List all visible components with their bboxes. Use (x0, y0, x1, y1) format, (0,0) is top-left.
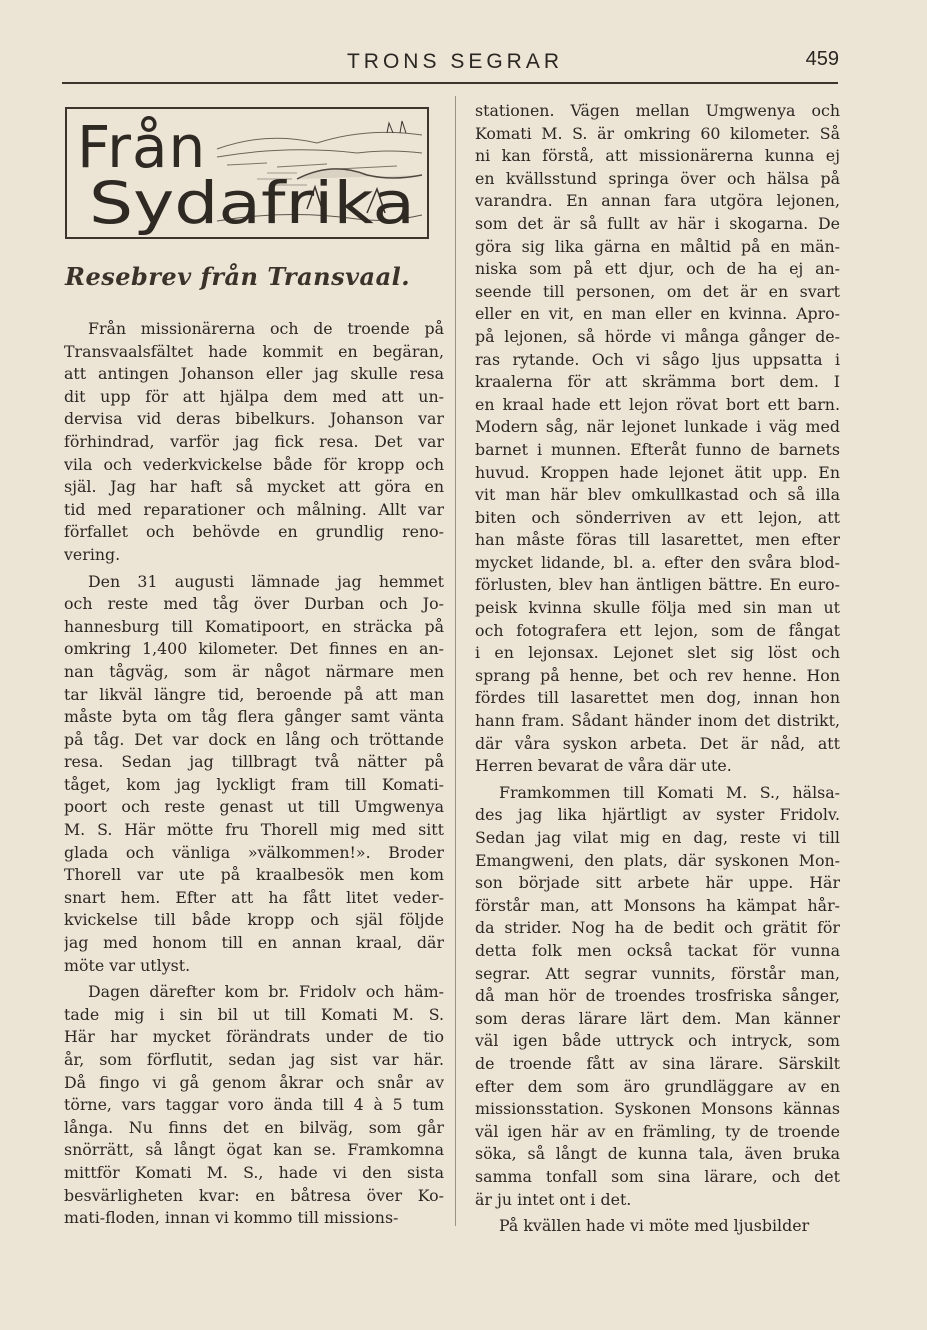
text-line: en kraal hade ett lejon rövat bort ett barn. (475, 394, 840, 414)
text-line: Här har mycket förändrats under de tio (64, 1027, 444, 1047)
text-line: peisk kvinna skulle följa med sin man ut (475, 598, 840, 618)
page-number: 459 (805, 48, 839, 70)
paragraph (64, 981, 444, 1230)
landscape-illustration (67, 109, 427, 237)
text-line: som det är så fullt av här i skogarna. De (475, 213, 840, 233)
text-line: dervisa vid deras bibelkurs. Johanson var (64, 409, 444, 429)
article-title: Resebrev från Transvaal. (65, 262, 411, 291)
text-line: seende till personen, om det är en svart (475, 281, 840, 301)
text-line: Emangweni, den plats, där syskonen Mon- (475, 850, 840, 870)
text-line: des jag lika hjärtligt av syster Fridolv. (475, 805, 840, 825)
text-line: efter dem som äro grundläggare av en (475, 1076, 840, 1096)
text-line: stationen. Vägen mellan Umgwenya och (475, 101, 840, 120)
journal-title: TRONS SEGRAR (346, 50, 564, 73)
text-line: detta folk men också tackat för vunna (475, 940, 840, 960)
text-line: ni kan förstå, att missionärerna kunna ej (475, 146, 840, 166)
logo-word-2: Sydafrika (89, 169, 415, 237)
text-line: På kvällen hade vi möte med ljusbilder (499, 1216, 810, 1236)
text-line: kraalerna för att skrämma bort dem. I (475, 372, 840, 392)
text-line: Framkommen till Komati M. S., hälsa- (499, 782, 840, 802)
text-line: förstår man, att Monsons ha kämpat hår- (475, 895, 840, 915)
text-line: år, som förflutit, sedan jag sist var här. (64, 1050, 444, 1069)
text-line: väl igen både uttryck och intryck, som (475, 1031, 840, 1051)
text-line: i en lejonsax. Lejonet slet sig löst och (475, 643, 840, 663)
text-line: snart hem. Efter att ha fått litet veder- (64, 887, 444, 907)
text-line: Thorell var ute på kraalbesök men kom (64, 865, 444, 885)
text-line: vit man här blev omkullkastad och så illa (475, 485, 840, 505)
text-line: Transvaalsfältet hade kommit en begäran, (64, 341, 444, 361)
text-line: förlusten, blev han äntligen bättre. En euro- (475, 575, 840, 595)
text-line: tar likväl längre tid, beroende på att man (64, 684, 444, 704)
text-line: och fotografera ett lejon, som de fångat (475, 620, 840, 640)
text-line: Från missionärerna och de troende på (88, 319, 444, 338)
text-line: hannesburg till Komatipoort, en sträcka på (64, 616, 444, 636)
text-line: jag med honom till en annan kraal, där (64, 933, 444, 953)
text-line: en kvällsstund springa över och hälsa på (475, 168, 840, 188)
text-line: mittför Komati M. S., hade vi den sista (64, 1162, 444, 1182)
text-line: tade mig i sin bil ut till Komati M. S. (64, 1004, 444, 1024)
text-line: eller en vit, en man eller en kvinna. Apro- (475, 304, 840, 324)
text-line: Den 31 augusti lämnade jag hemmet (88, 571, 444, 591)
text-line: hann fram. Sådant händer inom det distrikt, (475, 711, 840, 731)
text-line: snörrätt, så långt ögat kan se. Framkomna (64, 1140, 444, 1160)
text-line: att antingen Johanson eller jag skulle resa (64, 364, 444, 384)
text-line: da strider. Nog ha de bedit och grätit för (475, 918, 840, 938)
text-line: vering. (64, 544, 121, 564)
text-line: på lejonen, så hörde vi många gånger de- (475, 326, 840, 346)
left-column (64, 318, 444, 1230)
text-line: göra sig lika gärna en måltid på en män- (475, 236, 840, 256)
text-line: törne, vars taggar voro ända till 4 à 5 tum (64, 1095, 444, 1115)
text-line: på tåg. Det var dock en lång och tröttande (64, 729, 444, 749)
text-line: mycket lidande, bl. a. efter den svåra blod- (475, 552, 840, 572)
text-line: långa. Nu finns det en bilväg, som går (64, 1117, 444, 1137)
text-line: måste byta om tåg flera gånger samt vänta (64, 707, 444, 727)
logo-word-1: Från (77, 113, 207, 181)
text-line: väl igen här av en främling, ty de troende (475, 1121, 840, 1141)
text-line: Modern såg, när lejonet lunkade i väg med (475, 417, 840, 437)
text-line: förfallet och behövde en grundlig reno- (64, 522, 444, 542)
text-line: nan tågväg, som är något närmare men (64, 661, 444, 681)
text-line: kvickelse till både kropp och själ följde (64, 910, 444, 930)
text-line: glada och vänliga »välkommen!». Broder (64, 842, 444, 862)
text-line: fördes till lasarettet men dog, innan hon (475, 688, 840, 708)
text-line: huvud. Kroppen hade lejonet ätit upp. En (475, 462, 840, 482)
right-column (475, 100, 840, 1238)
text-line: Då fingo vi gå genom åkrar och snår av (64, 1072, 444, 1092)
text-line: är ju intet ont i det. (475, 1189, 632, 1209)
text-line: missionsstation. Syskonen Monsons kännas (475, 1099, 840, 1119)
text-line: Sedan jag vilat mig en dag, reste vi till (475, 828, 840, 847)
text-line: då man hör de troendes trosfriska sånger, (475, 986, 840, 1006)
paragraph (475, 100, 840, 778)
text-line: M. S. Här mötte fru Thorell mig med sitt (64, 820, 444, 840)
text-line: Herren bevarat de våra där ute. (475, 756, 732, 776)
section-logo (65, 107, 429, 239)
text-line: son började sitt arbete här uppe. Här (475, 873, 840, 893)
text-line: varandra. En annan fara utgöra lejonen, (475, 191, 840, 211)
text-line: Dagen därefter kom br. Fridolv och häm- (88, 982, 444, 1002)
paragraph (475, 1215, 840, 1238)
text-line: vila och vederkvickelse både för kropp och (64, 454, 444, 474)
text-line: han måste föras till lasarettet, men efter (475, 530, 840, 550)
text-line: biten och sönderriven av ett lejon, att (475, 507, 840, 527)
text-line: tåget, kom jag lyckligt fram till Komati- (64, 774, 444, 794)
text-line: möte var utlyst. (64, 955, 191, 975)
text-line: förhindrad, varför jag fick resa. Det var (64, 431, 444, 451)
page-header (0, 0, 927, 90)
paragraph (64, 318, 444, 567)
text-line: söka, så långt de kunna tala, även bruka (475, 1144, 840, 1164)
text-line: där våra syskon arbeta. Det är nåd, att (475, 733, 840, 753)
text-line: niska som på ett djur, och de ha ej an- (475, 259, 840, 279)
text-line: tid med reparationer och målning. Allt var (64, 499, 444, 519)
paragraph (64, 571, 444, 978)
text-line: resa. Sedan jag tillbragt två nätter på (64, 752, 444, 772)
text-line: dit upp för att hjälpa dem med att un- (64, 386, 444, 406)
text-line: Komati M. S. är omkring 60 kilometer. Så (475, 123, 840, 143)
text-line: och reste med tåg över Durban och Jo- (64, 594, 444, 614)
text-line: som deras lärare lärt dem. Man känner (475, 1008, 840, 1028)
text-line: barnet i munnen. Efteråt funno de barnets (475, 439, 840, 459)
column-divider (455, 96, 456, 1226)
text-line: de troende fått av sina lärare. Särskilt (475, 1053, 840, 1073)
text-line: omkring 1,400 kilometer. Det finnes en an- (64, 639, 444, 659)
text-line: sprang på henne, bet och rev henne. Hon (475, 665, 840, 685)
text-line: samma tonfall som sina lärare, och det (475, 1166, 840, 1186)
text-line: poort och reste genast ut till Umgwenya (64, 797, 444, 817)
text-line: segrar. Att segrar vunnits, förstår man, (475, 963, 840, 983)
text-line: mati-floden, innan vi kommo till missions- (64, 1208, 399, 1228)
header-rule (62, 82, 838, 84)
text-line: själ. Jag har haft så mycket att göra en (64, 477, 444, 497)
text-line: ras rytande. Och vi sågo ljus uppsatta i (475, 349, 840, 369)
paragraph (475, 782, 840, 1211)
text-line: besvärligheten kvar: en båtresa över Ko- (64, 1185, 444, 1205)
